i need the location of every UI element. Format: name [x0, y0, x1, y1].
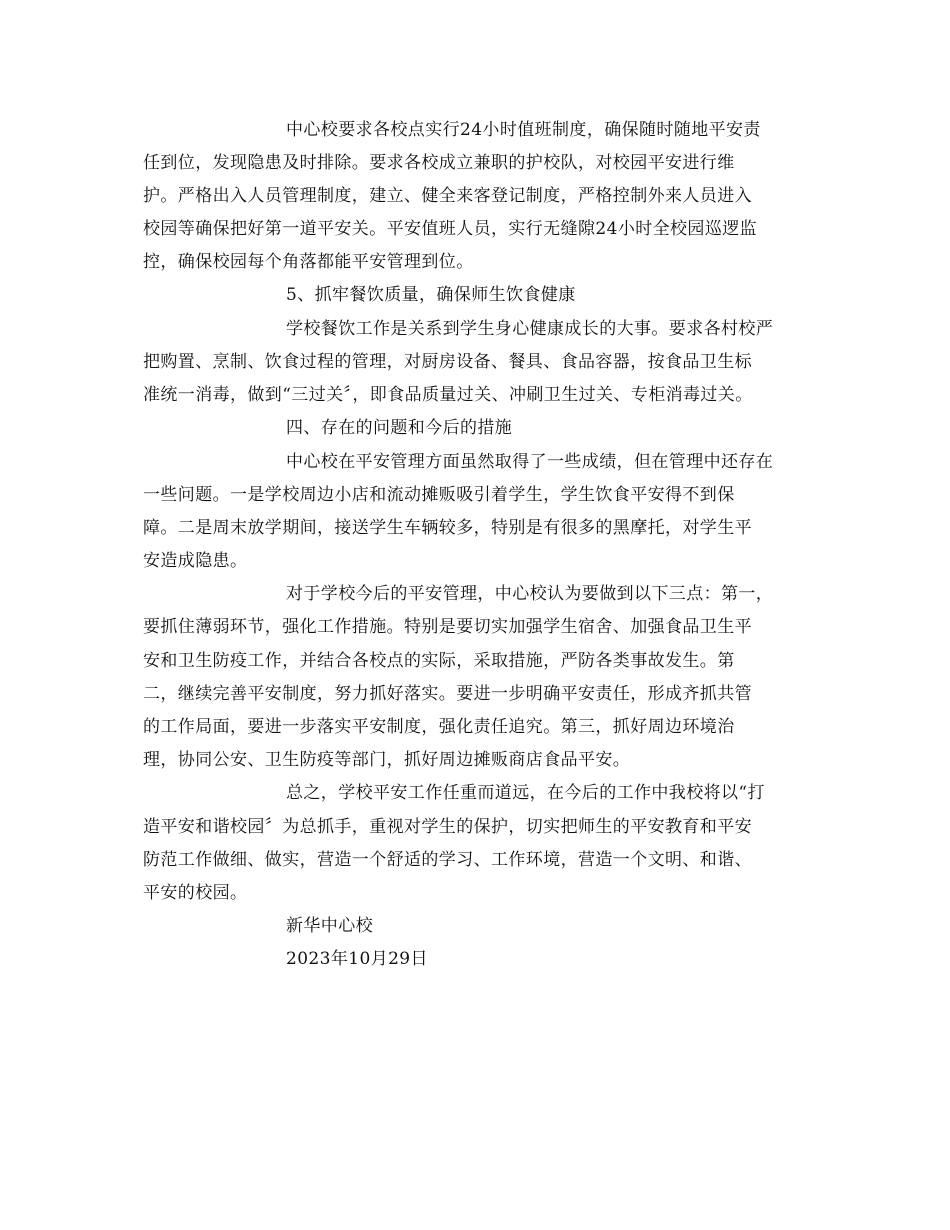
text-line: 学校餐饮工作是关系到学生身心健康成长的大事。要求各村校严	[286, 319, 774, 339]
text-line: 把购置、烹制、饮食过程的管理，对厨房设备、餐具、食品容器，按食品卫生标	[143, 352, 752, 372]
text-line: 理，协同公安、卫生防疫等部门，抓好周边摊贩商店食品平安。	[143, 750, 631, 770]
text-line: 对于学校今后的平安管理，中心校认为要做到以下三点：第一，	[286, 584, 774, 604]
text-line: 一些问题。一是学校周边小店和流动摊贩吸引着学生，学生饮食平安得不到保	[143, 485, 735, 505]
text-line: 安和卫生防疫工作，并结合各校点的实际，采取措施，严防各类事故发生。第	[143, 651, 735, 671]
signature-organization: 新华中心校	[286, 916, 373, 936]
text-line: 障。二是周末放学期间，接送学生车辆较多，特别是有很多的黑摩托，对学生平	[143, 518, 752, 538]
text-line: 平安的校园。	[143, 883, 248, 903]
text-line: 要抓住薄弱环节，强化工作措施。特别是要切实加强学生宿舍、加强食品卫生平	[143, 617, 752, 637]
text-line: 中心校在平安管理方面虽然取得了一些成绩，但在管理中还存在	[286, 452, 774, 472]
section-heading: 四、存在的问题和今后的措施	[286, 418, 513, 438]
text-line: 中心校要求各校点实行24小时值班制度，确保随时随地平安责	[286, 120, 761, 140]
text-line: 护。严格出入人员管理制度，建立、健全来客登记制度，严格控制外来人员进入	[143, 186, 752, 206]
text-line: 安造成隐患。	[143, 551, 248, 571]
text-line: 造平安和谐校园〞为总抓手，重视对学生的保护，切实把师生的平安教育和平安	[143, 817, 752, 837]
text-line: 任到位，发现隐患及时排除。要求各校成立兼职的护校队，对校园平安进行维	[143, 153, 735, 173]
text-line: 二，继续完善平安制度，努力抓好落实。要进一步明确平安责任，形成齐抓共管	[143, 684, 752, 704]
text-line: 控，确保校园每个角落都能平安管理到位。	[143, 252, 474, 272]
section-heading: 5、抓牢餐饮质量，确保师生饮食健康	[286, 285, 576, 305]
text-line: 的工作局面，要进一步落实平安制度，强化责任追究。第三，抓好周边环境治	[143, 717, 735, 737]
text-line: 校园等确保把好第一道平安关。平安值班人员，实行无缝隙24小时全校园巡逻监	[143, 219, 758, 239]
text-line: 总之，学校平安工作任重而道远，在今后的工作中我校将以“打	[286, 783, 765, 803]
text-line: 准统一消毒，做到“三过关〞，即食品质量过关、冲刷卫生过关、专柜消毒过关。	[143, 385, 753, 405]
text-line: 防范工作做细、做实，营造一个舒适的学习、工作环境，营造一个文明、和谐、	[143, 850, 752, 870]
signature-date: 2023年10月29日	[286, 949, 428, 969]
